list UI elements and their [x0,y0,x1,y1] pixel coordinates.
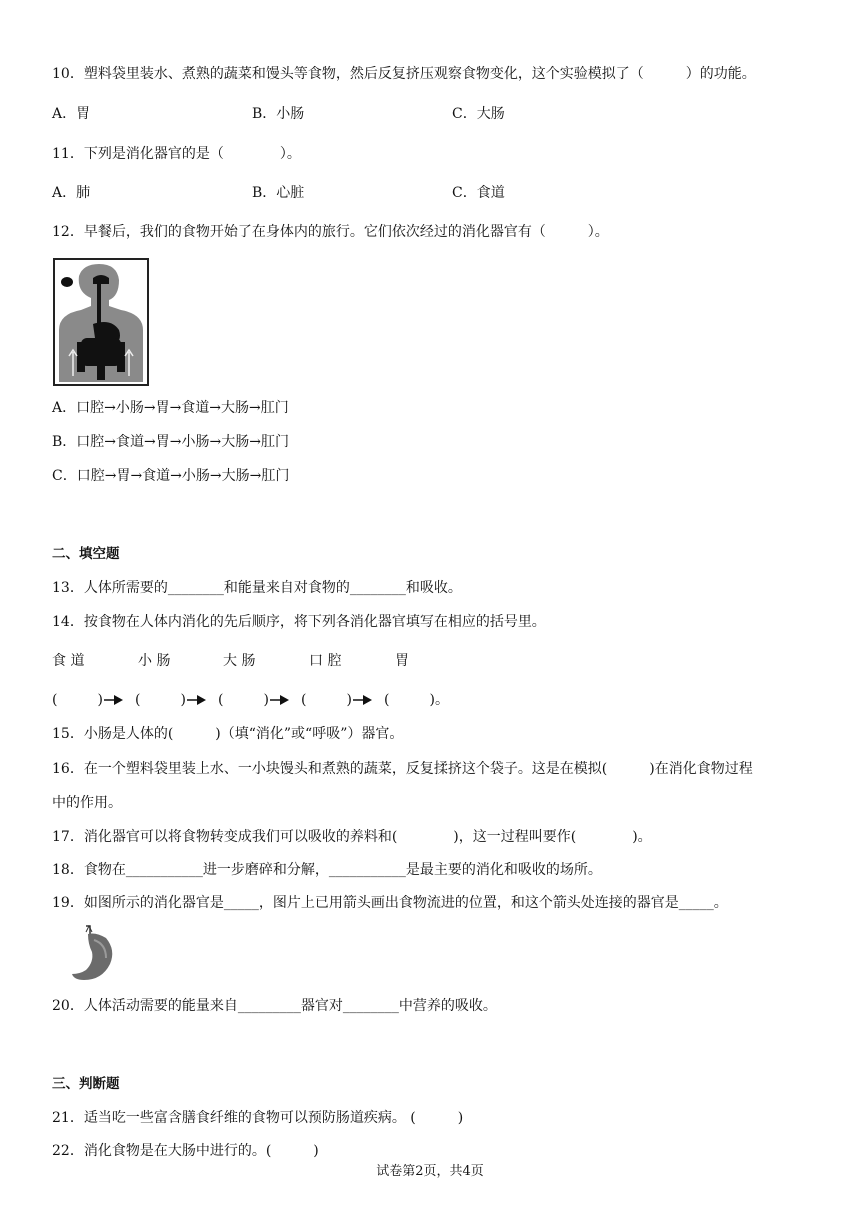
arrow-right-icon [187,694,207,706]
q10-option-a: A．胃 [52,106,91,122]
q10-option-b: B．小肠 [252,106,305,122]
q12-stem: 12．早餐后，我们的食物开始了在身体内的旅行。它们依次经过的消化器官有（ ）。 [52,224,609,240]
section-title-true-false: 三、判断题 [52,1076,120,1092]
q12-option-c: C．口腔→胃→食道→小肠→大肠→肛门 [52,468,290,484]
q19-text: 19．如图所示的消化器官是_____，图片上已用箭头画出食物流进的位置，和这个箭头处连接的器官是_____。 [52,895,728,911]
q11-stem: 11．下列是消化器官的是（ ）。 [52,146,301,162]
q14-blank-5: ( )。 [384,692,449,708]
section-title-fill-in: 二、填空题 [52,546,120,562]
q14-organ-mouth: 口 腔 [309,653,342,669]
q12-option-b: B．口腔→食道→胃→小肠→大肠→肛门 [52,434,289,450]
stomach-figure [66,924,116,984]
q10-option-c: C．大肠 [452,106,505,122]
arrow-right-icon [270,694,290,706]
q14-blank-4: ( ) [301,692,352,708]
q14-organ-esophagus: 食 道 [52,653,85,669]
arrow-right-icon [104,694,124,706]
q11-option-c: C．食道 [452,185,505,201]
q14-organ-small-intestine: 小 肠 [138,653,171,669]
q16-text-line1: 16．在一个塑料袋里装上水、一小块馒头和煮熟的蔬菜，反复揉挤这个袋子。这是在模拟( )在消化食物过程 [52,761,753,777]
q14-blank-3: ( ) [218,692,269,708]
q14-stem: 14．按食物在人体内消化的先后顺序，将下列各消化器官填写在相应的括号里。 [52,614,546,630]
q11-option-a: A．肺 [52,185,91,201]
q14-blank-1: ( ) [52,692,103,708]
q21-text: 21．适当吃一些富含膳食纤维的食物可以预防肠道疾病。 ( ) [52,1110,464,1126]
q17-text: 17．消化器官可以将食物转变成我们可以吸收的养料和( )，这一过程叫要作( )。 [52,829,652,845]
arrow-right-icon [353,694,373,706]
digestive-system-figure [53,258,149,386]
q14-organ-stomach: 胃 [395,653,409,669]
q10-stem: 10．塑料袋里装水、煮熟的蔬菜和馒头等食物，然后反复挤压观察食物变化，这个实验模拟了（ ）的功能。 [52,66,756,82]
q18-text: 18．食物在___________进一步磨碎和分解，___________是最主要的消化和吸收的场所。 [52,862,602,878]
q16-text-line2: 中的作用。 [52,795,122,811]
q22-text: 22．消化食物是在大肠中进行的。( ) [52,1143,319,1159]
q14-blank-2: ( ) [135,692,186,708]
q14-organ-large-intestine: 大 肠 [223,653,256,669]
q13-text: 13．人体所需要的________和能量来自对食物的________和吸收。 [52,580,462,596]
q11-option-b: B．心脏 [252,185,305,201]
q12-option-a: A．口腔→小肠→胃→食道→大肠→肛门 [52,400,289,416]
page-footer: 试卷第2页，共4页 [376,1164,484,1179]
q15-text: 15．小肠是人体的( )（填“消化”或“呼吸”）器官。 [52,726,404,742]
q20-text: 20．人体活动需要的能量来自_________器官对________中营养的吸收。 [52,998,497,1014]
